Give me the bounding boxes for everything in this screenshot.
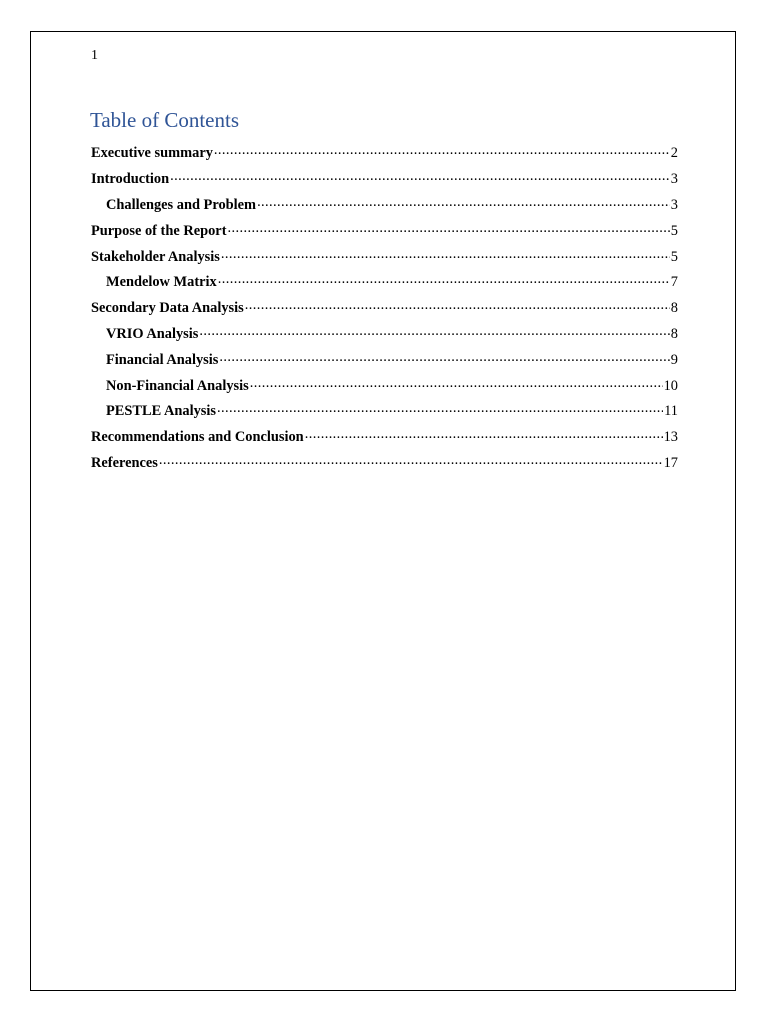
toc-entry-label: Non-Financial Analysis [106, 377, 249, 394]
toc-entry-label: Financial Analysis [106, 351, 219, 368]
toc-entry-pestle-analysis[interactable] [91, 401, 678, 427]
document-page [30, 31, 736, 991]
toc-dot-leader [245, 298, 670, 312]
toc-entry-executive-summary[interactable] [91, 143, 678, 169]
toc-entry-label: Stakeholder Analysis [91, 248, 220, 265]
toc-entry-label: Mendelow Matrix [106, 274, 217, 291]
toc-list [91, 143, 678, 478]
toc-entry-page: 7 [670, 274, 678, 291]
toc-title: Table of Contents [90, 108, 239, 132]
toc-entry-label: References [91, 454, 158, 471]
toc-entry-page: 5 [670, 248, 678, 265]
toc-entry-page: 17 [663, 454, 678, 471]
toc-dot-leader [219, 349, 669, 363]
toc-entry-page: 3 [670, 196, 678, 213]
toc-dot-leader [218, 272, 670, 286]
toc-entry-vrio-analysis[interactable] [91, 324, 678, 350]
toc-entry-references[interactable] [91, 453, 678, 479]
toc-entry-page: 8 [670, 325, 678, 342]
toc-entry-introduction[interactable] [91, 169, 678, 195]
toc-entry-mendelow-matrix[interactable] [91, 272, 678, 298]
toc-entry-non-financial-analysis[interactable] [91, 375, 678, 401]
toc-entry-page: 11 [664, 403, 678, 420]
toc-entry-label: Executive summary [91, 145, 213, 162]
toc-dot-leader [217, 401, 663, 415]
toc-entry-label: VRIO Analysis [106, 325, 199, 342]
toc-entry-label: Introduction [91, 171, 170, 188]
toc-dot-leader [221, 246, 670, 260]
toc-dot-leader [250, 375, 663, 389]
toc-entry-recommendations-and-conclusion[interactable] [91, 427, 678, 453]
toc-dot-leader [305, 427, 663, 441]
toc-entry-purpose-of-the-report[interactable] [91, 220, 678, 246]
toc-entry-secondary-data-analysis[interactable] [91, 298, 678, 324]
toc-entry-challenges-and-problem[interactable] [91, 195, 678, 221]
toc-dot-leader [214, 143, 670, 157]
toc-entry-label: Recommendations and Conclusion [91, 429, 304, 446]
toc-entry-label: PESTLE Analysis [106, 403, 216, 420]
toc-entry-page: 2 [670, 145, 678, 162]
toc-entry-stakeholder-analysis[interactable] [91, 246, 678, 272]
toc-dot-leader [228, 220, 670, 234]
toc-dot-leader [159, 453, 663, 467]
toc-dot-leader [170, 169, 670, 183]
toc-dot-leader [199, 324, 669, 338]
toc-entry-label: Purpose of the Report [91, 222, 227, 239]
toc-entry-page: 9 [670, 351, 678, 368]
toc-entry-page: 13 [663, 429, 678, 446]
toc-entry-page: 3 [670, 171, 678, 188]
toc-entry-page: 10 [663, 377, 678, 394]
toc-entry-page: 5 [670, 222, 678, 239]
toc-entry-label: Secondary Data Analysis [91, 300, 244, 317]
toc-dot-leader [257, 195, 670, 209]
toc-entry-financial-analysis[interactable] [91, 349, 678, 375]
toc-entry-page: 8 [670, 300, 678, 317]
page-number: 1 [91, 48, 98, 63]
toc-entry-label: Challenges and Problem [106, 196, 257, 213]
